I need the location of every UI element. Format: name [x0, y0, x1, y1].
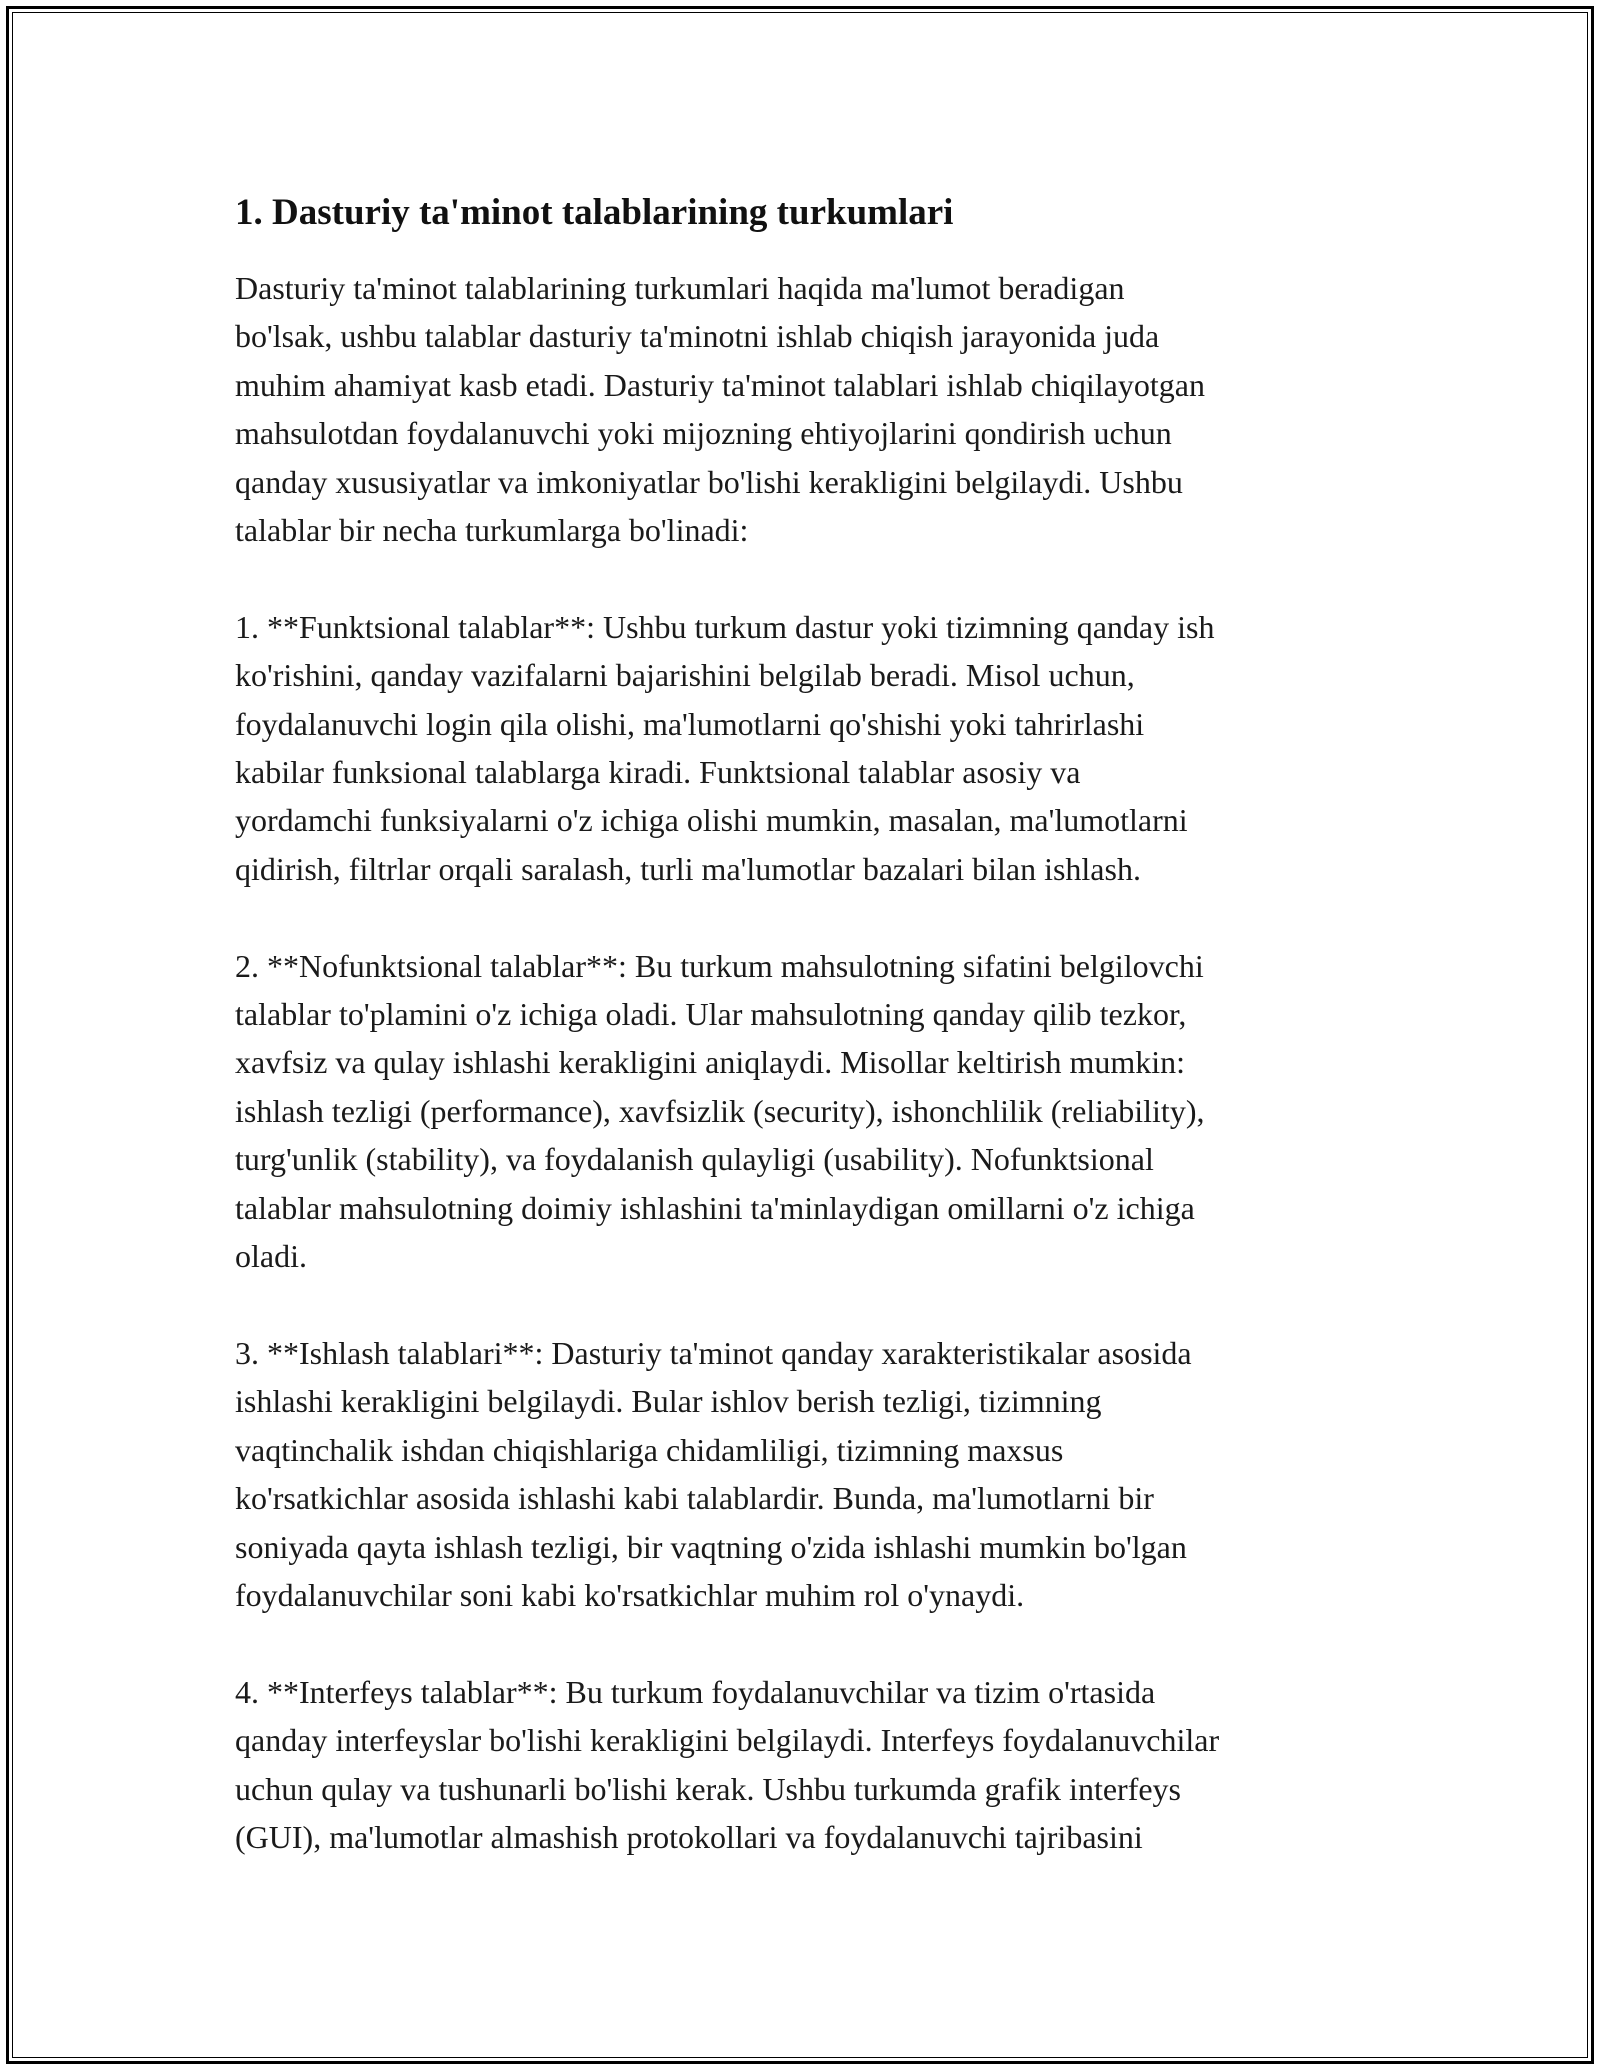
paragraph	[235, 1329, 1375, 1619]
paragraph-line: talablar to'plamini o'z ichiga oladi. Ular mahsulotning qanday qilib tezkor,	[235, 996, 1187, 1033]
document-title: 1. Dasturiy ta'minot talablarining turkumlari	[235, 192, 954, 233]
paragraph	[235, 1668, 1375, 1862]
paragraph-line: qanday interfeyslar bo'lishi kerakligini belgilaydi. Interfeys foydalanuvchilar	[235, 1722, 1220, 1759]
paragraph-line: Dasturiy ta'minot talablarining turkumlari haqida ma'lumot beradigan	[235, 270, 1125, 306]
paragraph-line: ishlashi kerakligini belgilaydi. Bular ishlov berish tezligi, tizimning	[235, 1383, 1102, 1420]
paragraph-line: talablar bir necha turkumlarga bo'linadi:	[235, 512, 749, 549]
paragraph	[235, 942, 1375, 1281]
paragraph-list	[235, 264, 1375, 1861]
paragraph-line: turg'unlik (stability), va foydalanish qulayligi (usability). Nofunktsional	[235, 1141, 1154, 1178]
paragraph-line: muhim ahamiyat kasb etadi. Dasturiy ta'minot talablari ishlab chiqilayotgan	[235, 366, 1205, 403]
paragraph-line: kabilar funksional talablarga kiradi. Funktsional talablar asosiy va	[235, 754, 1081, 791]
paragraph-line: qanday xususiyatlar va imkoniyatlar bo'lishi kerakligini belgilaydi. Ushbu	[235, 463, 1183, 500]
paragraph-line: foydalanuvchi login qila olishi, ma'lumotlarni qo'shishi yoki tahrirlashi	[235, 705, 1145, 742]
paragraph	[235, 264, 1375, 554]
paragraph-line: talablar mahsulotning doimiy ishlashini ta'minlaydigan omillarni o'z ichiga	[235, 1189, 1195, 1226]
paragraph-line: mahsulotdan foydalanuvchi yoki mijozning ehtiyojlarini qondirish uchun	[235, 415, 1172, 452]
paragraph-line: vaqtinchalik ishdan chiqishlariga chidamliligi, tizimning maxsus	[235, 1431, 1064, 1468]
paragraph-line: bo'lsak, ushbu talablar dasturiy ta'minotni ishlab chiqish jarayonida juda	[235, 318, 1160, 355]
paragraph	[235, 603, 1375, 893]
paragraph-line: 2. **Nofunktsional talablar**: Bu turkum mahsulotning sifatini belgilovchi	[235, 947, 1204, 984]
paragraph-line: 4. **Interfeys talablar**: Bu turkum foydalanuvchilar va tizim o'rtasida	[235, 1673, 1156, 1710]
paragraph-line: ko'rishini, qanday vazifalarni bajarishini belgilab beradi. Misol uchun,	[235, 657, 1135, 694]
document-body	[235, 188, 1375, 1910]
paragraph-line: (GUI), ma'lumotlar almashish protokollari va foydalanuvchi tajribasini	[235, 1818, 1143, 1855]
paragraph-line: ko'rsatkichlar asosida ishlashi kabi talablardir. Bunda, ma'lumotlarni bir	[235, 1480, 1154, 1517]
paragraph-line: qidirish, filtrlar orqali saralash, turli ma'lumotlar bazalari bilan ishlash.	[235, 850, 1141, 887]
paragraph-line: 1. **Funktsional talablar**: Ushbu turkum dastur yoki tizimning qanday ish	[235, 608, 1215, 645]
paragraph-line: soniyada qayta ishlash tezligi, bir vaqtning o'zida ishlashi mumkin bo'lgan	[235, 1528, 1187, 1565]
paragraph-line: oladi.	[235, 1238, 307, 1275]
paragraph-line: uchun qulay va tushunarli bo'lishi kerak. Ushbu turkumda grafik interfeys	[235, 1770, 1181, 1807]
paragraph-line: ishlash tezligi (performance), xavfsizlik (security), ishonchlilik (reliability),	[235, 1092, 1205, 1129]
paragraph-line: 3. **Ishlash talablari**: Dasturiy ta'minot qanday xarakteristikalar asosida	[235, 1334, 1192, 1371]
paragraph-line: yordamchi funksiyalarni o'z ichiga olishi mumkin, masalan, ma'lumotlarni	[235, 802, 1188, 839]
paragraph-line: xavfsiz va qulay ishlashi kerakligini aniqlaydi. Misollar keltirish mumkin:	[235, 1044, 1186, 1081]
paragraph-line: foydalanuvchilar soni kabi ko'rsatkichlar muhim rol o'ynaydi.	[235, 1576, 1025, 1613]
